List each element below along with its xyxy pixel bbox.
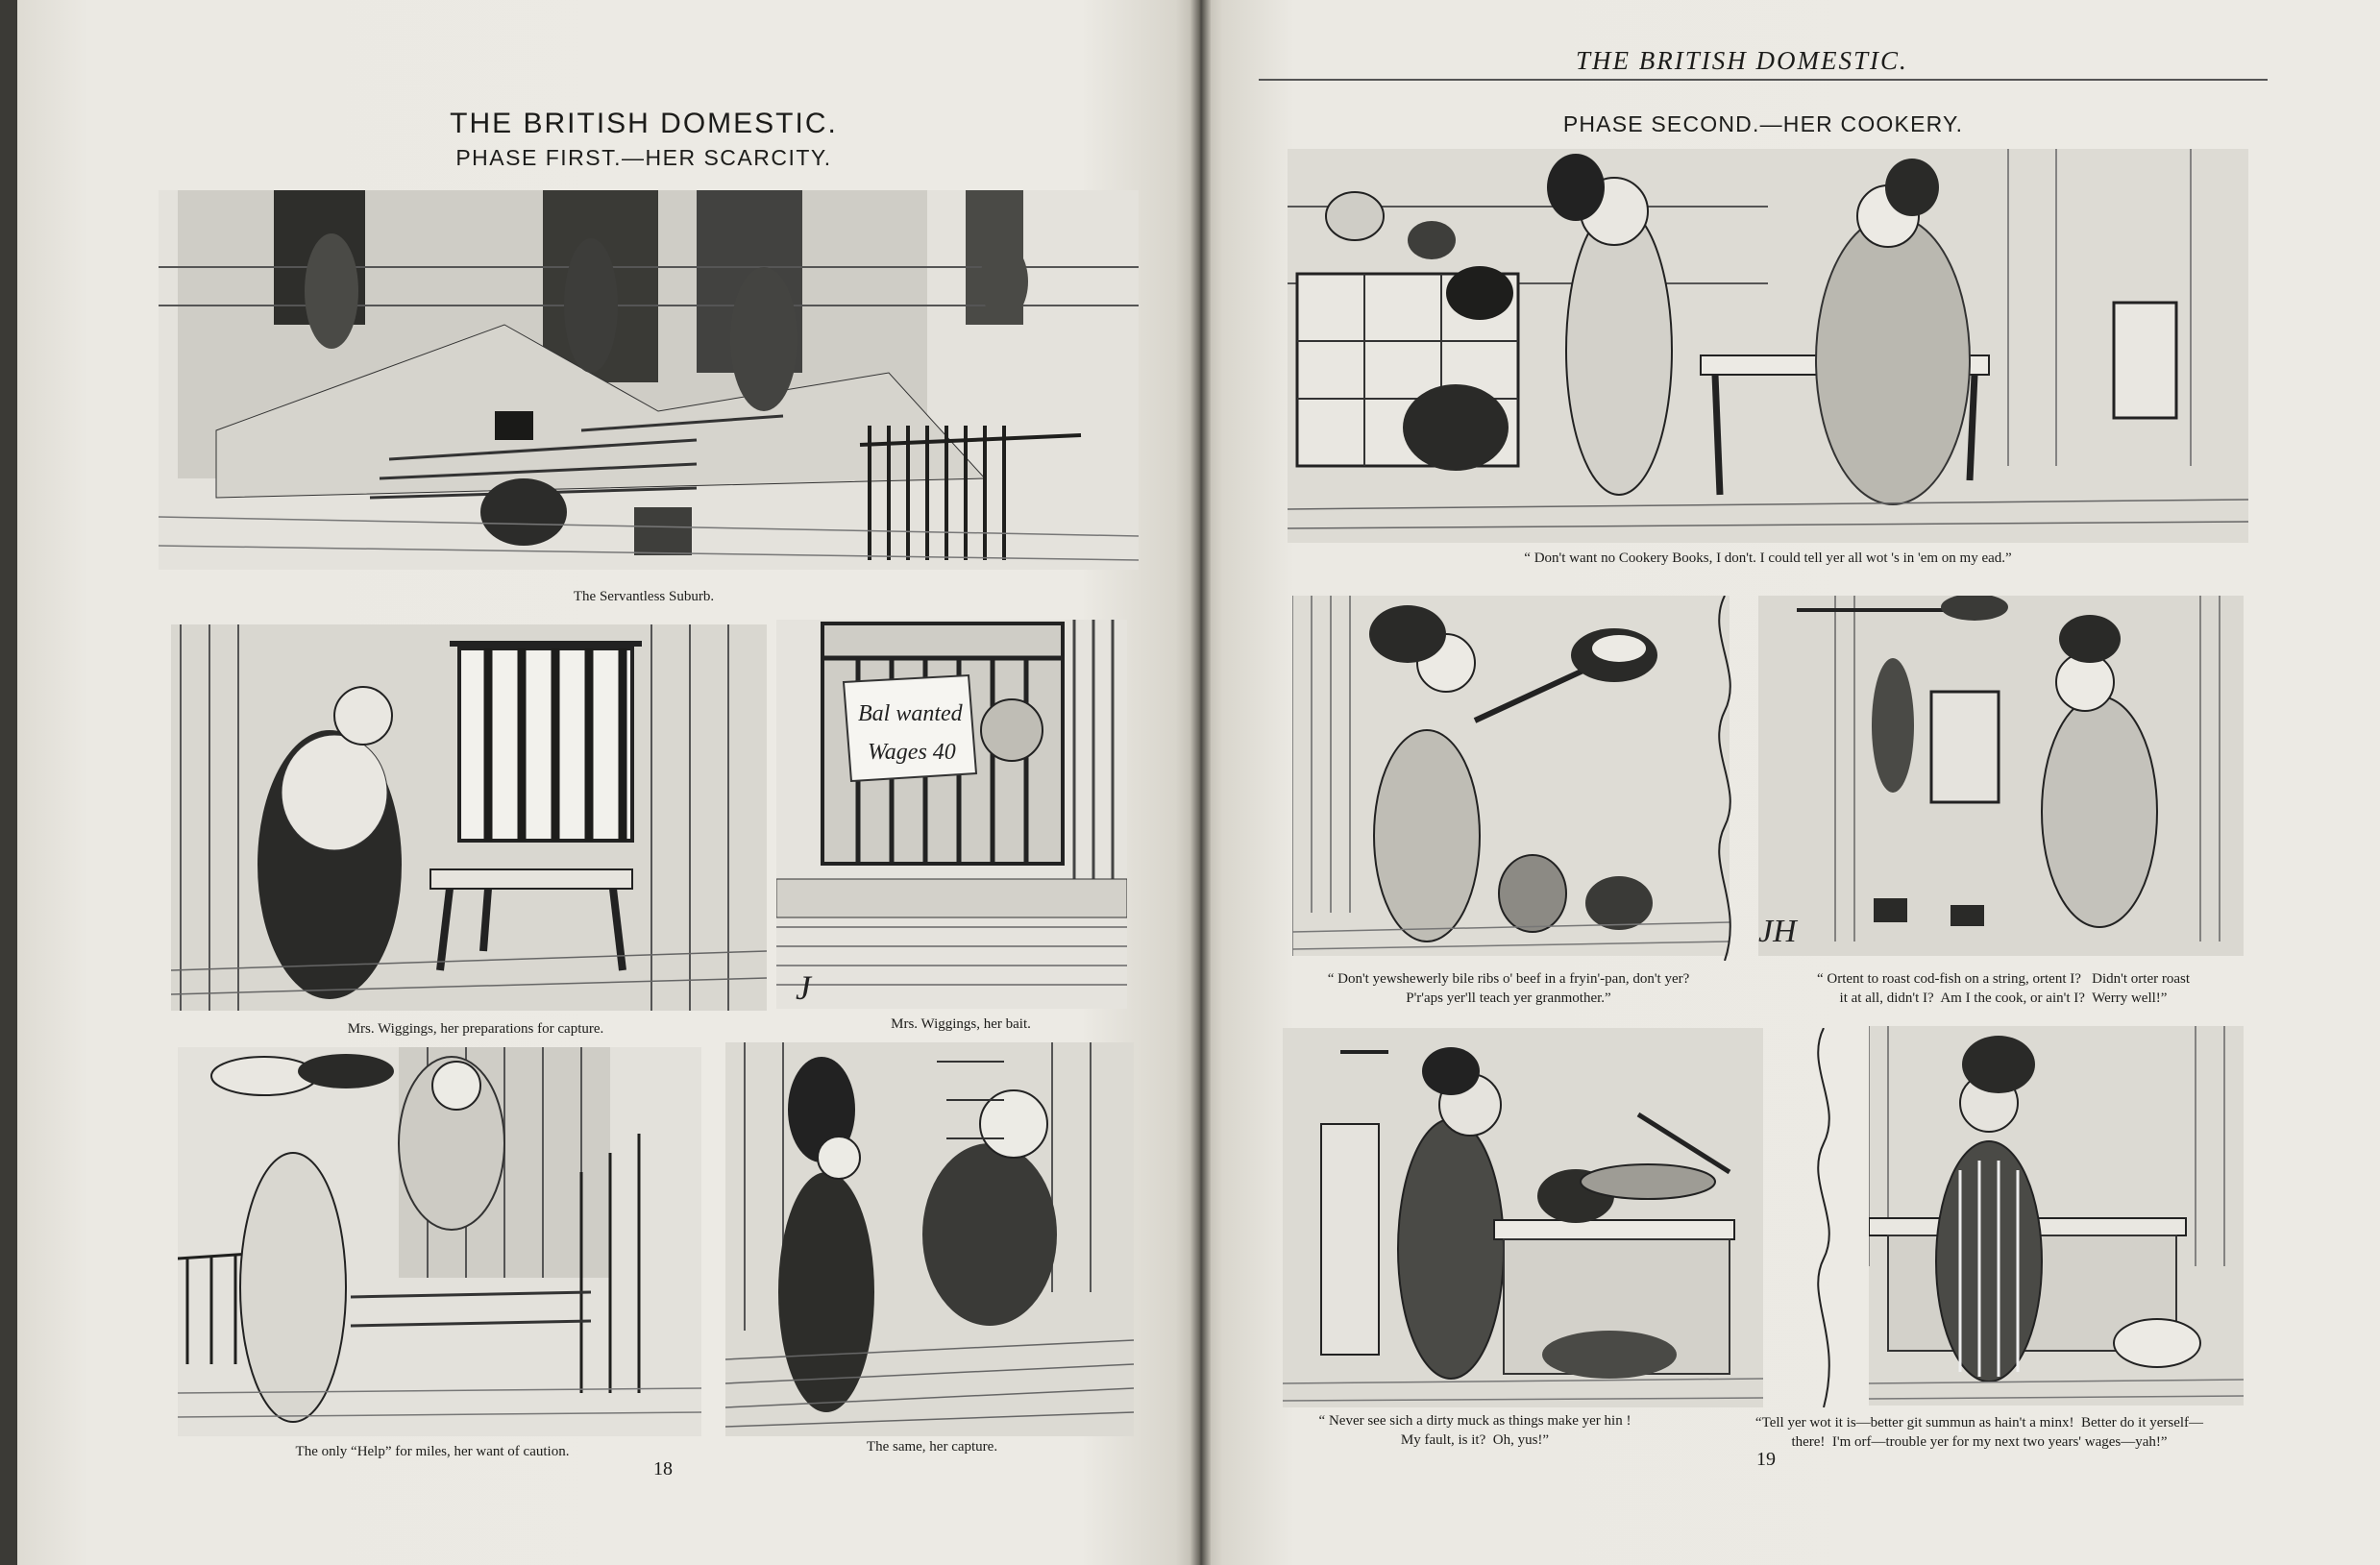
caption-her-capture: The same, her capture. bbox=[866, 1439, 998, 1455]
caption-tellyer-line2: there! I'm orf—trouble yer for my next two years' wages—yah!” bbox=[1791, 1434, 2168, 1450]
caption-ribs-line2: P'r'aps yer'll teach yer granmother.” bbox=[1406, 990, 1611, 1006]
panel-divider-squiggle-lower bbox=[1804, 1028, 1843, 1407]
caption-wiggings-bait: Mrs. Wiggings, her bait. bbox=[891, 1016, 1031, 1032]
caption-servantless-suburb: The Servantless Suburb. bbox=[573, 589, 715, 604]
caption-muck-line2: My fault, is it? Oh, yus!” bbox=[1400, 1432, 1550, 1448]
page-number-left: 18 bbox=[653, 1458, 673, 1479]
svg-text:Wages 40: Wages 40 bbox=[868, 740, 956, 765]
illustration-only-help bbox=[178, 1047, 701, 1436]
illustration-wiggings-bait bbox=[776, 620, 1127, 1009]
illustration-wiggings-preparations bbox=[171, 624, 767, 1011]
page-number-right: 19 bbox=[1756, 1449, 1776, 1470]
illustration-cod-fish bbox=[1758, 596, 2244, 956]
running-head-rule bbox=[1259, 79, 2268, 81]
artist-monogram-left: J bbox=[796, 968, 811, 1007]
bait-placard-text: Bal wanted bbox=[858, 701, 963, 726]
caption-muck-line1: “ Never see sich a dirty muck as things make yer hin ! bbox=[1318, 1413, 1632, 1429]
illustration-servantless-suburb bbox=[159, 190, 1139, 570]
illustration-ribs-of-beef bbox=[1292, 596, 1730, 956]
book-gutter bbox=[1190, 0, 1211, 1565]
right-page-subtitle: PHASE SECOND.—HER COOKERY. bbox=[1562, 111, 1964, 136]
artist-monogram-right: JH bbox=[1758, 914, 1797, 949]
caption-cookery-books: “ Don't want no Cookery Books, I don't. I could tell yer all wot 's in 'em on my ead.” bbox=[1524, 550, 2012, 566]
left-page-subtitle: PHASE FIRST.—HER SCARCITY. bbox=[455, 145, 832, 170]
left-page-title: THE BRITISH DOMESTIC. bbox=[450, 108, 838, 139]
caption-codfish-line2: it at all, didn't I? Am I the cook, or ain't I? Werry well!” bbox=[1839, 990, 2168, 1006]
caption-wiggings-preparations: Mrs. Wiggings, her preparations for capture. bbox=[347, 1021, 604, 1037]
illustration-her-capture bbox=[725, 1042, 1134, 1436]
illustration-tell-yer-wot bbox=[1869, 1026, 2244, 1406]
caption-ribs-line1: “ Don't yewshewerly bile ribs o' beef in a fryin'-pan, don't yer? bbox=[1327, 971, 1690, 987]
caption-tellyer-line1: “Tell yer wot it is—better git summun as hain't a minx! Better do it yerself— bbox=[1754, 1415, 2204, 1431]
caption-codfish-line1: “ Ortent to roast cod-fish on a string, ortent I? Didn't orter roast bbox=[1816, 971, 2190, 987]
running-head: THE BRITISH DOMESTIC. bbox=[1576, 46, 1908, 75]
panel-divider-squiggle bbox=[1705, 596, 1744, 961]
illustration-cookery-books bbox=[1288, 149, 2248, 543]
illustration-dirty-muck bbox=[1283, 1028, 1763, 1407]
caption-only-help: The only “Help” for miles, her want of caution. bbox=[295, 1444, 570, 1459]
